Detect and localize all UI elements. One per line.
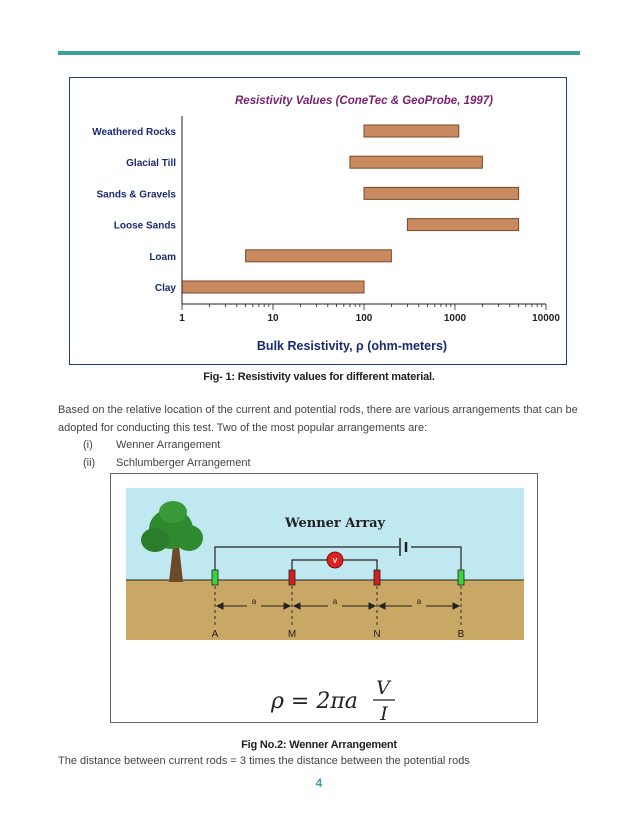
- electrode-label-a: A: [211, 629, 219, 640]
- resistivity-range-bar: [350, 156, 482, 168]
- x-tick-label: 100: [355, 313, 373, 324]
- resistivity-range-bar: [246, 250, 392, 262]
- spacing-label-am: a: [251, 597, 257, 606]
- list-item-label: Wenner Arrangement: [116, 439, 221, 451]
- wenner-formula: [270, 677, 395, 724]
- wenner-figure: [110, 473, 538, 723]
- figure-2-caption: Fig No.2: Wenner Arrangement: [241, 739, 397, 751]
- resistivity-range-bar: [182, 281, 364, 293]
- list-item: [83, 436, 251, 454]
- list-item-label: Schlumberger Arrangement: [116, 457, 251, 469]
- arrangement-list: [83, 436, 251, 472]
- list-item: [83, 454, 251, 472]
- chart-title: Resistivity Values (ConeTec & GeoProbe, 1997): [235, 95, 493, 107]
- resistivity-figure: [69, 77, 567, 365]
- spacing-label-nb: a: [416, 597, 422, 606]
- page-number: 4: [315, 776, 323, 790]
- electrode-label-b: B: [457, 629, 465, 640]
- wenner-diagram: [111, 474, 539, 724]
- resistivity-range-bar: [364, 187, 519, 199]
- resistivity-chart: [70, 78, 568, 366]
- x-tick-label: 1000: [443, 313, 467, 324]
- formula-numerator: V: [376, 677, 390, 699]
- paragraph-rod-distance: The distance between current rods = 3 times the distance between the potential rods: [58, 755, 470, 767]
- category-label: Clay: [154, 283, 176, 294]
- paragraph-arrangements: Based on the relative location of the current and potential rods, there are various arrangements that can be adopted for conducting this test. Two of the most popular arrangements are:: [58, 404, 578, 434]
- resistivity-range-bar: [364, 125, 459, 137]
- x-tick-label: 10000: [532, 313, 560, 324]
- electrode-a: [212, 570, 218, 585]
- category-label: Sands & Gravels: [96, 189, 176, 201]
- electrode-b: [458, 570, 464, 585]
- x-tick-label: 10: [267, 313, 279, 324]
- list-item-number: (i): [83, 439, 93, 451]
- voltmeter-icon: [327, 552, 343, 568]
- figure-1-caption: Fig- 1: Resistivity values for different material.: [203, 371, 435, 383]
- electrode-m: [289, 570, 295, 585]
- resistivity-range-bar: [407, 219, 518, 231]
- electrode-n: [374, 570, 380, 585]
- category-label: Loose Sands: [113, 220, 176, 232]
- category-label: Weathered Rocks: [92, 127, 176, 138]
- chart-x-axis-label: Bulk Resistivity, ρ (ohm-meters): [256, 339, 448, 353]
- formula-lhs: ρ = 2πa: [271, 689, 358, 714]
- list-item-number: (ii): [83, 457, 96, 469]
- spacing-label-mn: a: [332, 597, 338, 606]
- x-tick-label: 1: [179, 313, 185, 324]
- electrode-label-n: N: [373, 629, 381, 640]
- category-label: Glacial Till: [126, 158, 176, 170]
- category-label: Loam: [149, 251, 176, 263]
- wenner-array-title: Wenner Array: [284, 516, 386, 531]
- voltmeter-label: V: [332, 558, 338, 565]
- electrode-label-m: M: [287, 629, 297, 640]
- top-accent-rule: [58, 51, 580, 55]
- formula-denominator: I: [380, 703, 388, 724]
